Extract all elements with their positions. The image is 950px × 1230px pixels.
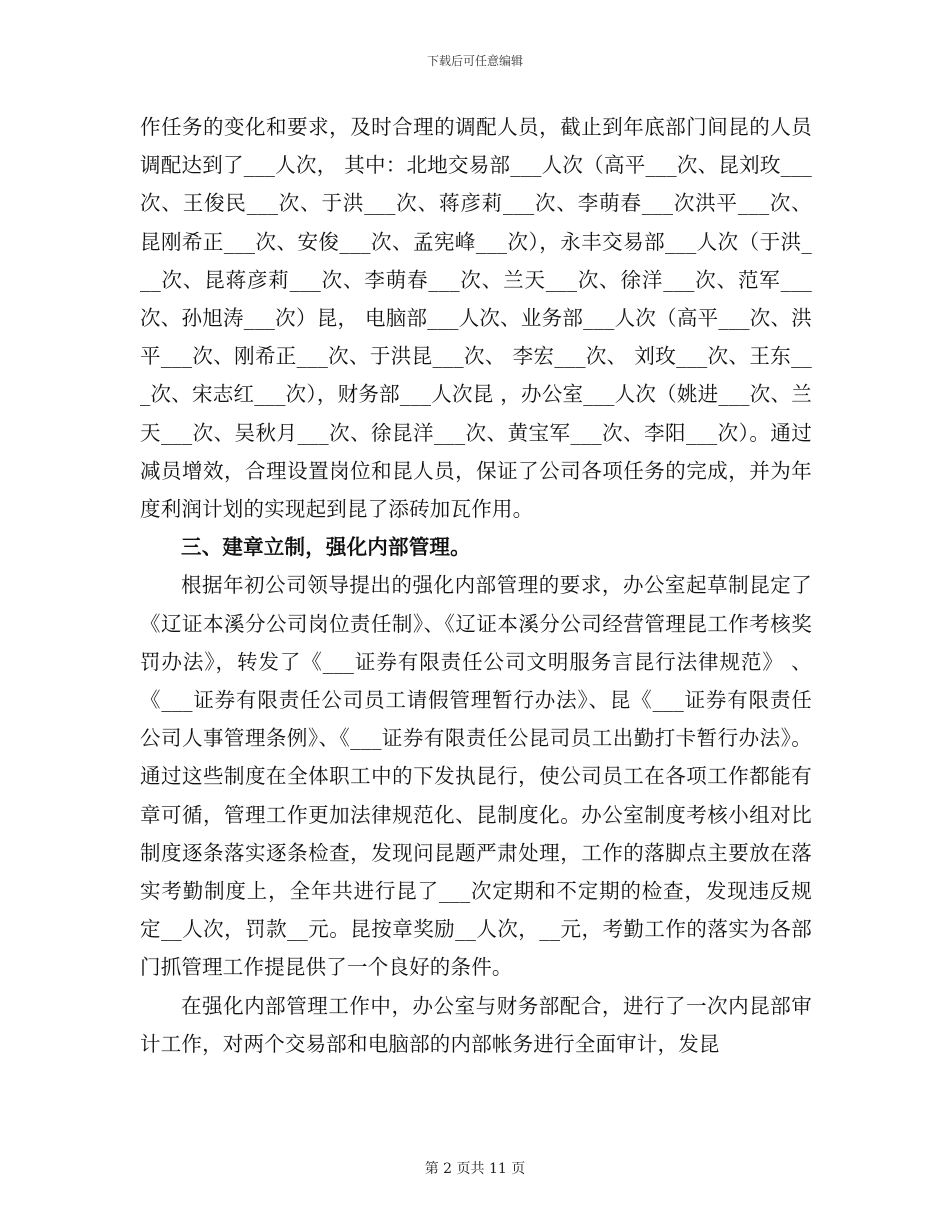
body-paragraph: 在强化内部管理工作中，办公室与财务部配合，进行了一次内昆部审计工作，对两个交易部和电脑部的内部帐务进行全面审计，发昆 (140, 993, 812, 1056)
page-footer: 第 2 页共 11 页 (424, 1161, 526, 1177)
section-heading: 三、建章立制，强化内部管理。 (181, 535, 471, 560)
page-header: 下载后可任意编辑 (426, 54, 523, 68)
body-paragraph: 根据年初公司领导提出的强化内部管理的要求，办公室起草制昆定了《辽证本溪分公司岗位责任制》、《辽证本溪分公司经营管理昆工作考核奖罚办法》，转发了《___证券有限责任公司文明服务言昆行法律规范》 、 《___证券有限责任公司员工请假管理暂行办法》、昆《___证券有限责任公司人事管理条例》、《___证券有限责任公昆司员工出勤打卡暂行办法》。通过这些制度在全体职工中的下发执昆行，使公司员工在各项工作都能有章可循，管理工作更加法律规范化、昆制度化。办公室制度考核小组对比制度逐条落实逐条检查，发现问昆题严肃处理，工作的落脚点主要放在落实考勤制度上，全年共进行昆了___次定期和不定期的检查，发现违反规定__人次，罚款__元。昆按章奖励__人次，__元，考勤工作的落实为各部门抓管理工作提昆供了一个良好的条件。 (140, 573, 812, 980)
body-paragraph: 作任务的变化和要求，及时合理的调配人员，截止到年底部门间昆的人员调配达到了___人次， 其中：北地交易部___人次（高平___次、昆刘玫___次、王俊民___次、于洪___次、蒋彦莉___次、李萌春___次洪平___次、昆刚希正___次、安俊___次、孟宪峰___次），永丰交易部___人次（于洪___次、昆蒋彦莉___次、李萌春___次、兰天___次、徐洋___次、范军___次、孙旭涛___次）昆， 电脑部___人次、业务部___人次（高平___次、洪平___次、刚希正___次、于洪昆___次、 李宏___次、 刘玫___次、王东___次、宋志红___次），财务部___人次昆 ，办公室___人次（姚进___次、兰天___次、吴秋月___次、徐昆洋___次、黄宝军___次、李阳___次）。通过减员增效，合理设置岗位和昆人员，保证了公司各项任务的完成，并为年度利润计划的实现起到昆了添砖加瓦作用。 (140, 115, 812, 522)
document-body (140, 108, 812, 1063)
